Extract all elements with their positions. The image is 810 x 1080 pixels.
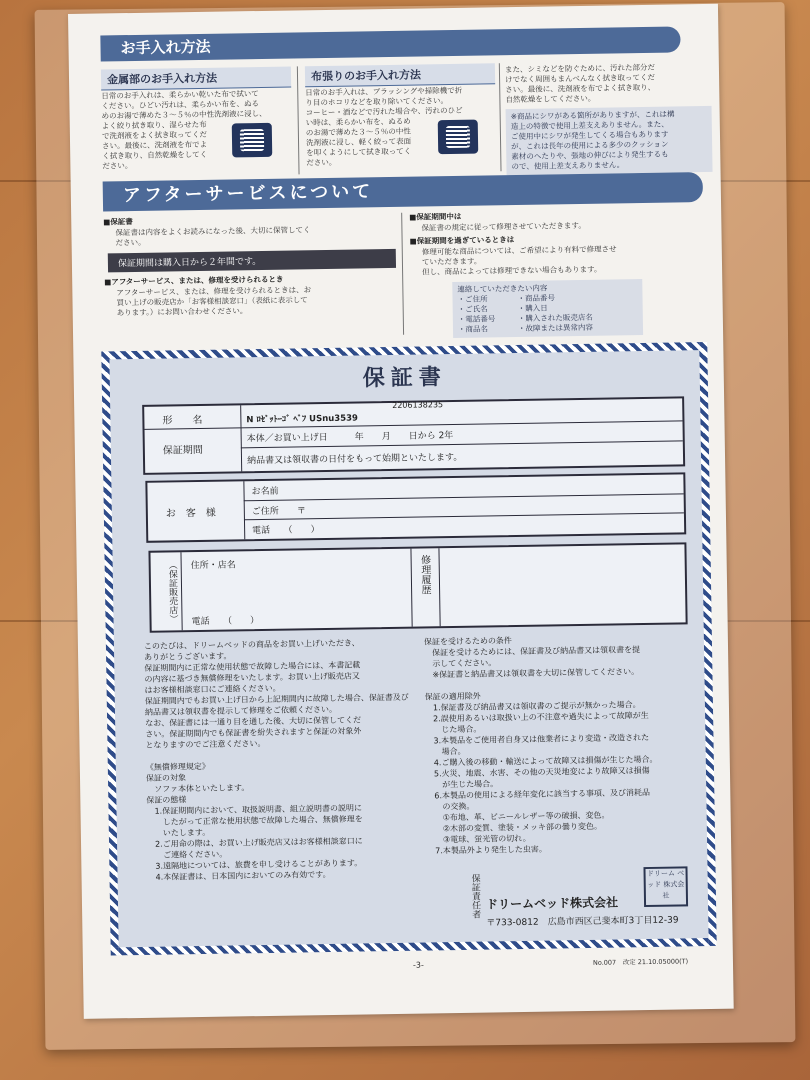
company-side-label: 保証責任者 — [469, 873, 481, 919]
row-line — [244, 493, 684, 501]
page-number: -3- — [412, 960, 424, 970]
metal-care-text: 日常のお手入れは、柔らかい乾いた布で拭いて ください。ひどい汚れは、柔らかい布を、ぬる めのお湯で薄めた３～５％の中性洗剤液に浸し、 よく絞り拭き取り、湿らせた布 で洗剤液をよく拭き取ってくだ さい。最後に、洗剤液を布でよ く拭き取り、自然乾燥をしてく ださい。 — [101, 89, 267, 171]
guarantee-certificate — [101, 342, 716, 955]
warranty-period-strip: 保証期間は購入日から２年間です。 — [108, 249, 396, 273]
stain-care-text: また、シミなどを防ぐために、汚れた部分だ けでなく周囲もまんべんなく拭き取ってくだ さい。最後に、洗剤液を布でよく拭き取り、 自然乾燥をしてください。 — [504, 62, 656, 105]
model-value: N ﾛｾﾞｯﾄｰｺﾞ ﾍﾞﾌ USnu3539 — [246, 413, 358, 426]
cell-divider — [241, 427, 243, 471]
care-section-title: お手入れ方法 — [100, 26, 680, 61]
customer-box — [145, 472, 686, 542]
metal-care-heading: 金属部のお手入れ方法 — [101, 67, 291, 91]
company-address: 〒733-0812 広島市西区己斐本町3丁目12-39 — [486, 915, 679, 929]
model-period-box — [142, 396, 685, 475]
model-label: 形 名 — [162, 414, 203, 427]
guarantee-terms-right: 保証を受けるための条件 保証を受けるためには、保証書及び納品書又は領収書を提 示してください。 ※保証書と納品書又は領収書を大切に保管してください。 保証の適用除外 1.保証書及び納品書又は領収書のご提示が無かった場合。 2.誤使用あるいは取扱い上の不注意や過失によって故障が生 じた場合。 3.本製品をご使用者自身又は他業者により変造・改造された 場合。 4.ご購入後の移動・輸送によって故障又は損傷が生じた場合。 5.火災、地震、水害、その他の天災地変により故障又は損傷 が生じた場合。 6.本製品の使用による経年変化に該当する事項、及び消耗品 の交換。 ①布地、革、ビニールレザー等の破損、変色。 ②木部の変質、塗装・メッキ部の曇り変色。 ③電球、蛍光管の切れ。 7.本製品外より発生した虫害。 — [423, 636, 658, 856]
shop-repair-box — [148, 542, 687, 632]
fabric-wipe-icon — [438, 120, 479, 155]
contact-info-box: 連絡していただきたい内容 ・ご住所 ・商品番号 ・ご氏名 ・購入日 ・電話番号 ・購入された販売店名 ・商品名 ・故障または異常内容 — [452, 279, 643, 338]
cell-divider — [180, 552, 182, 630]
customer-name-label: お名前 — [251, 486, 279, 498]
shop-address-label: 住所・店名 — [190, 560, 236, 572]
divider — [401, 213, 404, 335]
serial-number: 2206138235 — [392, 400, 444, 410]
cell-divider — [438, 548, 440, 626]
company-name: ドリームベッド株式会社 — [485, 895, 619, 912]
after-period-head: ■保証期間を過ぎているときは — [409, 235, 515, 246]
cell-divider — [410, 549, 412, 627]
customer-phone-label: 電話 （ ） — [252, 525, 320, 537]
row-line — [244, 512, 684, 520]
period-label: 保証期間 — [162, 444, 203, 457]
warranty-text: 保証書は内容をよくお読みになった後、大切に保管してく ださい。 — [115, 225, 311, 248]
after-period-text: 修理可能な商品については、ご希望により有料で修理させ ていただきます。 但し、商品によっては修理できない場合もあります。 — [421, 244, 617, 277]
cell-divider — [240, 405, 241, 427]
fabric-care-heading: 布張りのお手入れ方法 — [305, 63, 495, 87]
warranty-head: ■保証書 — [103, 217, 133, 227]
customer-address-label: ご住所 〒 — [251, 506, 306, 518]
divider — [297, 66, 300, 174]
customer-label: お 客 様 — [165, 507, 216, 520]
period-line-1: 本体／お買い上げ日 年 月 日から 2年 — [246, 431, 454, 445]
period-line-2: 納品書又は領収書の日付をもって始期といたします。 — [246, 452, 463, 467]
company-seal: ドリーム ベッド 株式会社 — [643, 866, 688, 907]
wrinkle-note: ※商品にシワがある箇所がありますが、これは構 造上の特徴で使用上差支えありません。また、 ご使用中にシワが発生してくる場合もあります が、これは長年の使用による多少のクッション 素材のへたりや、張地の伸びにより発生するも ので、使用上差支えありません。 — [506, 106, 713, 175]
shop-label: （保証販売店） — [166, 560, 178, 624]
during-period-text: 保証書の規定に従って修理させていただきます。 — [421, 220, 586, 233]
document-code: No.007 改定 21.10.05000(T) — [592, 957, 689, 967]
after-service-title: アフターサービスについて — [103, 172, 703, 211]
warranty-page — [68, 4, 734, 1019]
repair-history-label: 修理履歴 — [418, 554, 431, 595]
guarantee-terms-left: このたびは、ドリームベッドの商品をお買い上げいただき、 ありがとうございます。 保証期間内に正常な使用状態で故障した場合には、本書記載 の内容に基づき無償修理をいたします。お買い上げ販売店又 はお客様相談窓口にご連絡ください。 保証期間内でもお買い上げ日から上記期間内に故障した場合、保証書及び 納品書又は領収書を提示して修理をご依頼ください。 なお、保証書には一通り目を通した後、大切に保管してくだ さい。保証期間内でも保証書を紛失されますと保証の対象外 となりますのでご注意ください。 《無償修理規定》 保証の対象 ソファ本体といたします。 保証の態様 1.保証期間内において、取扱説明書、組立説明書の説明に したがって正常な使用状態で故障した場合、無償修理を いたします。 2.ご用命の際は、お買い上げ販売店又はお客様相談窓口に ご連絡ください。 3.遠隔地については、旅費を申し受けることがあります。 4.本保証書は、日本国内においてのみ有効です。 — [143, 638, 409, 882]
guarantee-title: 保証書 — [362, 365, 447, 392]
fabric-care-text: 日常のお手入れは、ブラッシングや掃除機で折 り目のホコリなどを取り除いてください。 コーヒー・酒などで汚れた場合や、汚れのひど い時は、柔らかい布を、ぬるめ のお湯で薄めた３～５％の中性 洗剤液に浸し、軽く絞って表面 を叩くようにして拭き取ってく ださい。 — [305, 85, 463, 168]
divider — [499, 63, 502, 171]
during-period-head: ■保証期間中は — [409, 211, 462, 222]
service-head: ■アフターサービス、または、修理を受けられるとき — [104, 274, 284, 287]
cell-divider — [243, 481, 245, 539]
service-text: アフターサービス、または、修理を受けられるときは、お 買い上げの販売店か「お客様相談窓口」（表紙に表示して あります。）にお問い合わせください。 — [116, 285, 312, 318]
cloth-wipe-icon — [232, 123, 273, 158]
shop-phone-label: 電話 （ ） — [191, 616, 260, 628]
